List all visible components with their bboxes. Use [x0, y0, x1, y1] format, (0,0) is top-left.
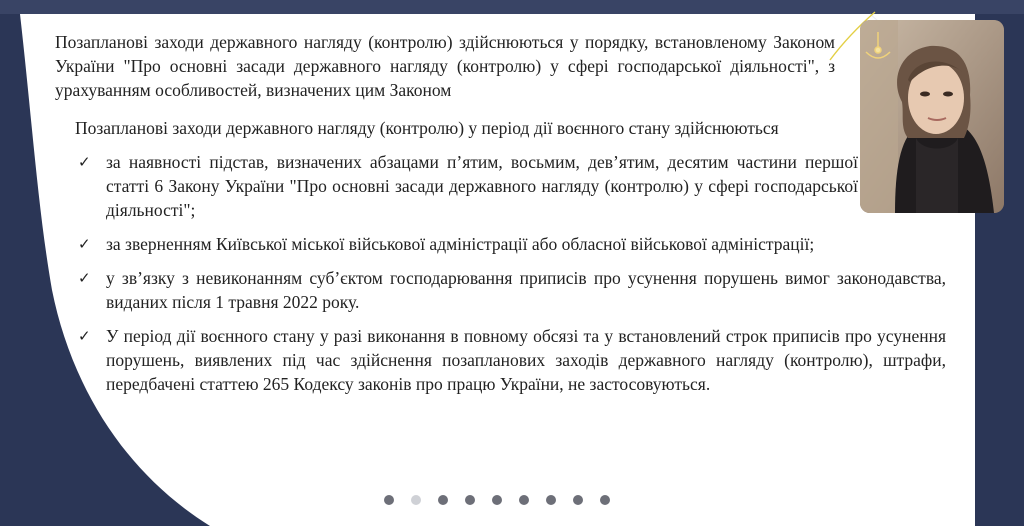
slide-pagination	[384, 495, 610, 505]
section-subtitle: Позапланові заходи державного нагляду (контролю) у період дії воєнного стану здійснюються	[75, 118, 779, 138]
bullet-text: У період дії воєнного стану у разі виконання в повному обсязі та у встановлений строк приписів про усунення порушень, виявлених під час здійснення позапланових заходів державного нагляду (контролю), штрафи, передбачені статтею 265 Кодексу законів про працю України, не застосовуються.	[106, 326, 946, 394]
bullet-text: за наявності підстав, визначених абзацами п’ятим, восьмим, дев’ятим, десятим частини першої статті 6 Закону України "Про основні засади державного нагляду (контролю) у сфері господарської діяльності";	[106, 152, 858, 220]
bullet-text: за зверненням Київської міської військової адміністрації або обласної військової адміністрації;	[106, 234, 815, 254]
slide-dot[interactable]	[438, 495, 448, 505]
slide-dot[interactable]	[384, 495, 394, 505]
bullet-item	[78, 150, 858, 222]
participant-avatar-image	[860, 20, 1004, 213]
bullet-text: у зв’язку з невиконанням суб’єктом господарювання приписів про усунення порушень вимог законодавства, виданих після 1 травня 2022 року.	[106, 268, 946, 312]
participant-video-tile[interactable]	[860, 20, 1004, 213]
bullet-list	[78, 150, 946, 406]
check-icon: ✓	[78, 153, 91, 171]
check-icon: ✓	[78, 235, 91, 253]
slide-dot[interactable]	[546, 495, 556, 505]
slide-dot[interactable]	[492, 495, 502, 505]
slide-dot[interactable]	[519, 495, 529, 505]
slide-dot-active[interactable]	[411, 495, 421, 505]
slide-dot[interactable]	[573, 495, 583, 505]
bullet-item	[78, 324, 946, 396]
intro-paragraph: Позапланові заходи державного нагляду (контролю) здійснюються у порядку, встановленому Законом України "Про основні засади державного нагляду (контролю) у сфері господарської діяльності", з урахуванням особливостей, визначених цим Законом	[55, 32, 835, 100]
slide-dot[interactable]	[600, 495, 610, 505]
bullet-item	[78, 266, 946, 314]
slide-dot[interactable]	[465, 495, 475, 505]
check-icon: ✓	[78, 327, 91, 345]
bullet-item	[78, 232, 946, 256]
check-icon: ✓	[78, 269, 91, 287]
